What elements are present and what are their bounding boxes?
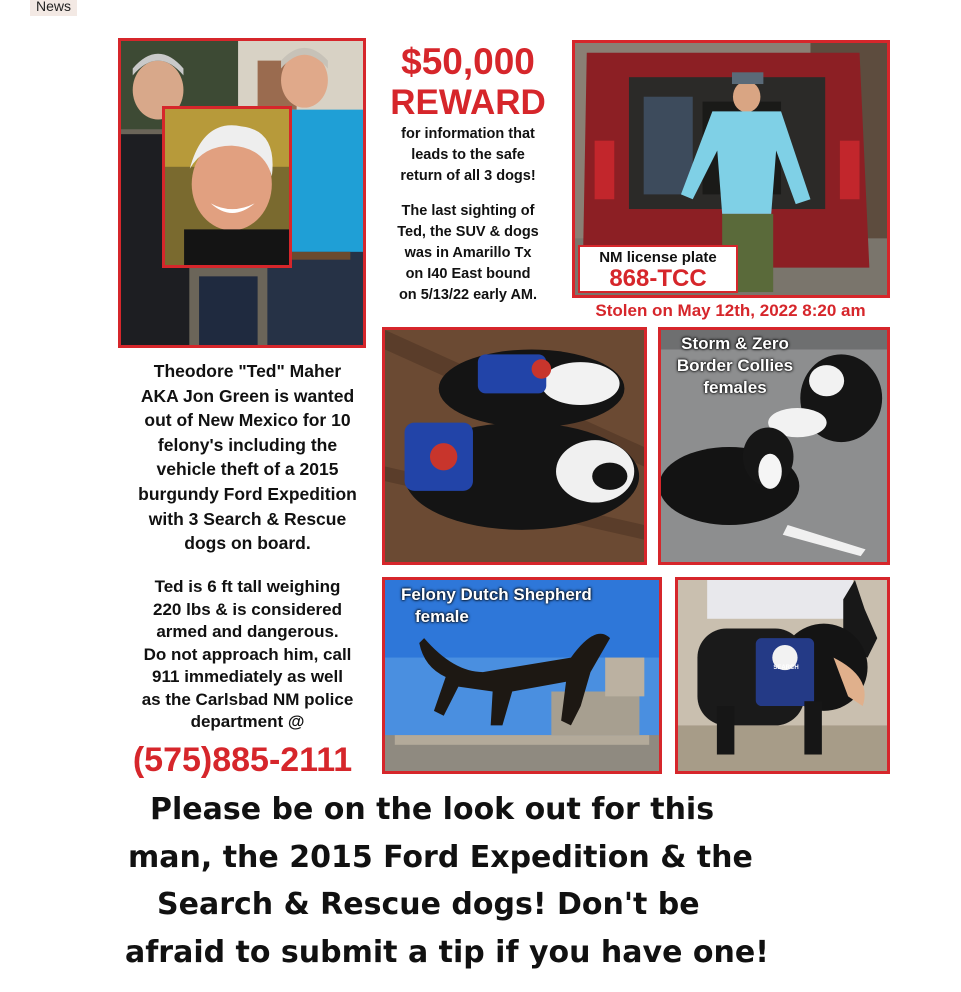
dogs-harness-illustration [385, 330, 644, 562]
last-sighting-text [368, 201, 568, 306]
license-plate-number: 868-TCC [609, 265, 707, 292]
suspect-description [115, 359, 380, 556]
shepherd-vest-illustration [678, 580, 887, 771]
lookout-line: Search & Rescue dogs! Don't be [157, 887, 700, 922]
shepherd-vest-photo [675, 577, 890, 774]
dogs-harness-photo [382, 327, 647, 565]
reward-heading: REWARD [390, 83, 546, 122]
sighting-line: The last sighting of [401, 203, 535, 219]
suspect-inset-illustration [165, 109, 289, 265]
description-line: felony's including the [157, 434, 338, 455]
storm-zero-caption [660, 333, 810, 399]
police-phone-number[interactable]: (575)885-2111 [132, 741, 353, 779]
lookout-line: afraid to submit a tip if you have one! [125, 934, 769, 970]
warning-line: 911 immediately as well [152, 667, 343, 686]
warning-line: Do not approach him, call [143, 644, 352, 664]
lookout-message [120, 786, 900, 976]
vest-search-label: SEARCH [773, 665, 799, 671]
lookout-line: man, the 2015 Ford Expedition & the [128, 839, 753, 875]
sighting-line: Ted, the SUV & dogs [397, 224, 539, 240]
reward-description [368, 124, 568, 187]
sighting-line: on 5/13/22 early AM. [398, 287, 538, 303]
license-plate-label: NM license plate [599, 249, 717, 266]
warning-line: armed and dangerous. [156, 622, 339, 641]
caption-line: females [703, 378, 767, 397]
suspect-warning [115, 576, 380, 734]
warning-line: as the Carlsbad NM police [141, 689, 354, 709]
description-line: AKA Jon Green is wanted [140, 385, 355, 406]
reward-amount: $50,000 [401, 41, 535, 82]
caption-line: Felony Dutch Shepherd [401, 585, 592, 604]
description-line: Theodore "Ted" Maher [153, 361, 342, 381]
description-line: burgundy Ford Expedition [138, 483, 357, 504]
reward-line: for information that [401, 126, 535, 142]
lookout-line: Please be on the look out for this [150, 792, 715, 827]
caption-line: Storm & Zero [681, 334, 789, 353]
stolen-date-text: Stolen on May 12th, 2022 8:20 am [595, 301, 866, 320]
sighting-line: was in Amarillo Tx [404, 245, 532, 261]
description-line: out of New Mexico for 10 [144, 410, 351, 431]
news-tag[interactable]: News [30, 0, 77, 16]
warning-line: department @ [190, 712, 305, 731]
description-line: dogs on board. [184, 533, 311, 554]
reward-line: return of all 3 dogs! [400, 168, 536, 184]
description-line: with 3 Search & Rescue [148, 508, 347, 529]
caption-line: Border Collies [676, 356, 794, 375]
sighting-line: on I40 East bound [405, 266, 531, 282]
license-plate-box [578, 245, 738, 293]
warning-line: 220 lbs & is considered [153, 599, 342, 619]
caption-line: female [415, 607, 469, 626]
description-line: vehicle theft of a 2015 [156, 459, 339, 480]
warning-line: Ted is 6 ft tall weighing [154, 577, 341, 596]
reward-line: leads to the safe [411, 147, 525, 163]
suspect-inset-photo [162, 106, 292, 268]
felony-caption [393, 584, 633, 628]
